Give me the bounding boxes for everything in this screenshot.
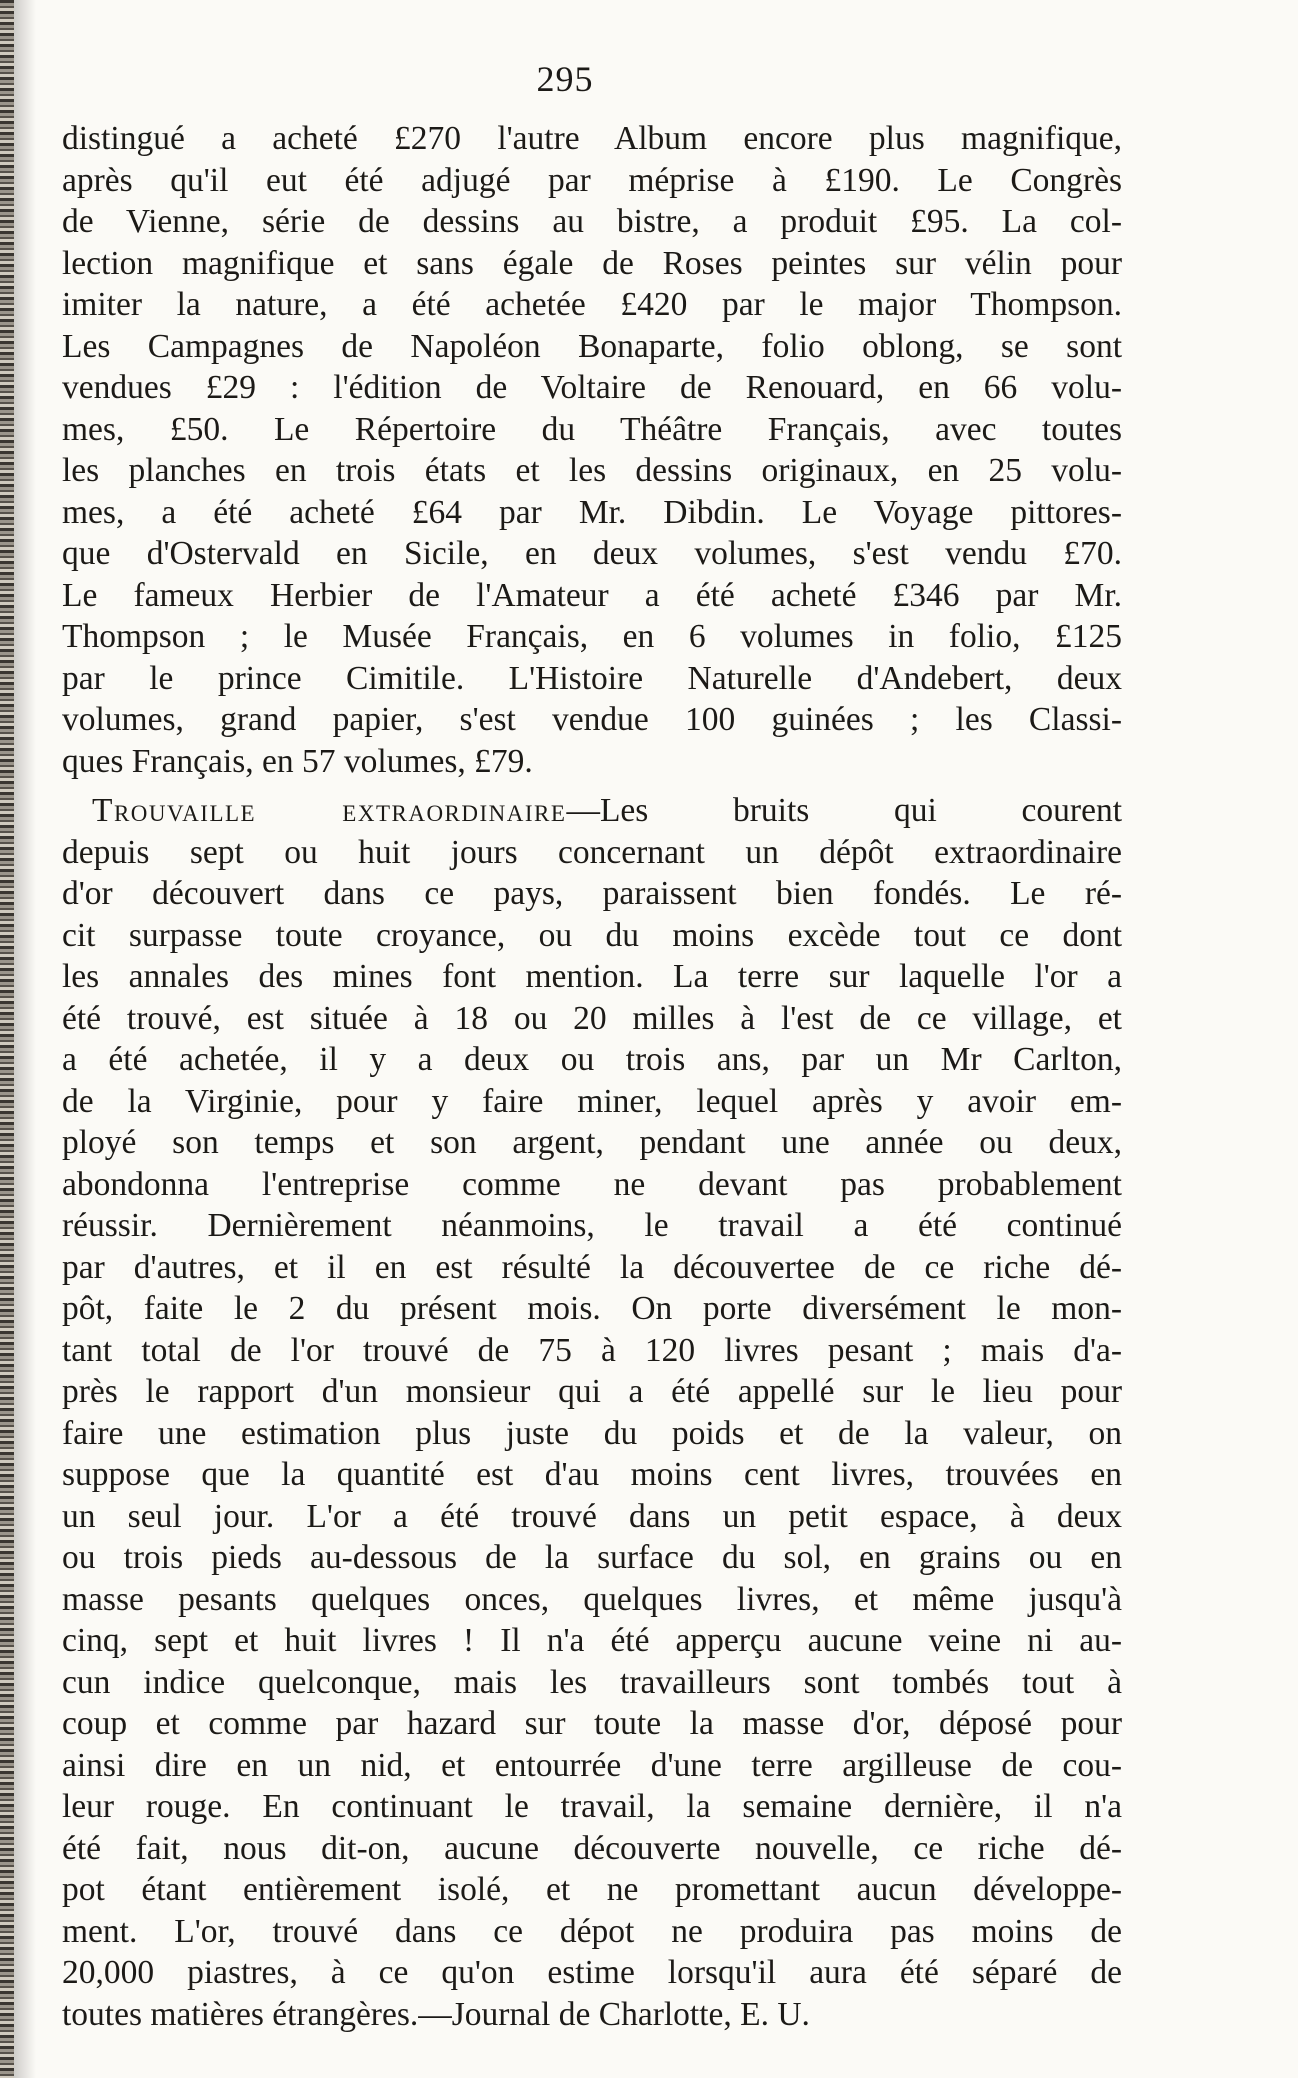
text-line: été fait, nous dit-on, aucune découverte nouvelle, ce riche dé-: [62, 1829, 1122, 1867]
text-line: Le fameux Herbier de l'Amateur a été acheté £346 par Mr.: [62, 576, 1122, 614]
text-line: les planches en trois états et les dessins originaux, en 25 volu-: [62, 452, 1122, 489]
text-line: Les Campagnes de Napoléon Bonaparte, folio oblong, se sont: [62, 327, 1122, 365]
text-line: vendues £29 : l'édition de Voltaire de Renouard, en 66 volu-: [62, 369, 1122, 406]
text-line: de Vienne, série de dessins au bistre, a produit £95. La col-: [62, 203, 1122, 240]
text-line: coup et comme par hazard sur toute la masse d'or, déposé pour: [62, 1705, 1122, 1742]
text-line: volumes, grand papier, s'est vendue 100 guinées ; les Classi-: [62, 701, 1122, 738]
text-line: lection magnifique et sans égale de Roses peintes sur vélin pour: [62, 244, 1122, 282]
text-line: de la Virginie, pour y faire miner, lequel après y avoir em-: [62, 1082, 1122, 1120]
gold-discovery-paragraph: [62, 790, 1122, 2035]
page-number: 295: [536, 59, 594, 99]
paragraph-first-line: [62, 790, 1122, 832]
text-line: depuis sept ou huit jours concernant un dépôt extraordinaire: [62, 833, 1122, 871]
text-line: été trouvé, est située à 18 ou 20 milles à l'est de ce village, et: [62, 999, 1122, 1037]
text-line: les annales des mines font mention. La terre sur laquelle l'or a: [62, 958, 1122, 995]
text-line: que d'Ostervald en Sicile, en deux volumes, s'est vendu £70.: [62, 535, 1122, 572]
text-line: réussir. Dernièrement néanmoins, le travail a été continué: [62, 1207, 1122, 1244]
text-line: ainsi dire en un nid, et entourrée d'une terre argilleuse de cou-: [62, 1746, 1122, 1784]
page-text: [62, 118, 1122, 2035]
text-line: leur rouge. En continuant le travail, la semaine dernière, il n'a: [62, 1788, 1122, 1825]
section-heading: Trouvaille extraordinaire: [92, 792, 567, 829]
text-line: distingué a acheté £270 l'autre Album encore plus magnifique,: [62, 120, 1122, 157]
text-line: imiter la nature, a été achetée £420 par le major Thompson.: [62, 286, 1122, 323]
text-line: par le prince Cimitile. L'Histoire Naturelle d'Andebert, deux: [62, 659, 1122, 697]
text-line: tant total de l'or trouvé de 75 à 120 livres pesant ; mais d'a-: [62, 1331, 1122, 1369]
heading-continuation: —Les bruits qui courent: [566, 792, 1122, 829]
text-line: abondonna l'entreprise comme ne devant pas probablement: [62, 1165, 1122, 1203]
text-line: cinq, sept et huit livres ! Il n'a été apperçu aucune veine ni au-: [62, 1622, 1122, 1659]
text-line: ou trois pieds au-dessous de la surface du sol, en grains ou en: [62, 1539, 1122, 1576]
text-line: a été achetée, il y a deux ou trois ans, par un Mr Carlton,: [62, 1041, 1122, 1078]
text-line: mes, £50. Le Répertoire du Théâtre Français, avec toutes: [62, 410, 1122, 448]
text-line: près le rapport d'un monsieur qui a été appellé sur le lieu pour: [62, 1373, 1122, 1410]
text-line: 20,000 piastres, à ce qu'on estime lorsqu'il aura été séparé de: [62, 1954, 1122, 1991]
text-line: cit surpasse toute croyance, ou du moins excède tout ce dont: [62, 916, 1122, 954]
auction-paragraph: [62, 118, 1122, 782]
text-line: un seul jour. L'or a été trouvé dans un petit espace, à deux: [62, 1497, 1122, 1535]
text-line: masse pesants quelques onces, quelques livres, et même jusqu'à: [62, 1580, 1122, 1618]
text-line: toutes matières étrangères.—Journal de Charlotte, E. U.: [62, 1995, 810, 2033]
text-line: suppose que la quantité est d'au moins cent livres, trouvées en: [62, 1456, 1122, 1493]
text-line: d'or découvert dans ce pays, paraissent bien fondés. Le ré-: [62, 875, 1122, 912]
text-line: ployé son temps et son argent, pendant une année ou deux,: [62, 1124, 1122, 1161]
text-line: pot étant entièrement isolé, et ne promettant aucun développe-: [62, 1871, 1122, 1908]
text-line: ment. L'or, trouvé dans ce dépot ne produira pas moins de: [62, 1912, 1122, 1950]
book-binding-edge: [0, 0, 14, 2078]
text-line: cun indice quelconque, mais les travailleurs sont tombés tout à: [62, 1663, 1122, 1701]
text-line: après qu'il eut été adjugé par méprise à £190. Le Congrès: [62, 161, 1122, 199]
text-line: faire une estimation plus juste du poids et de la valeur, on: [62, 1414, 1122, 1452]
text-line: Thompson ; le Musée Français, en 6 volumes in folio, £125: [62, 618, 1122, 655]
gutter-shadow: [14, 0, 36, 2078]
text-line: pôt, faite le 2 du présent mois. On porte diversément le mon-: [62, 1290, 1122, 1327]
text-line: ques Français, en 57 volumes, £79.: [62, 742, 533, 780]
text-line: par d'autres, et il en est résulté la découvertee de ce riche dé-: [62, 1248, 1122, 1286]
text-line: mes, a été acheté £64 par Mr. Dibdin. Le Voyage pittores-: [62, 493, 1122, 531]
paragraph-gap: [62, 782, 1122, 790]
